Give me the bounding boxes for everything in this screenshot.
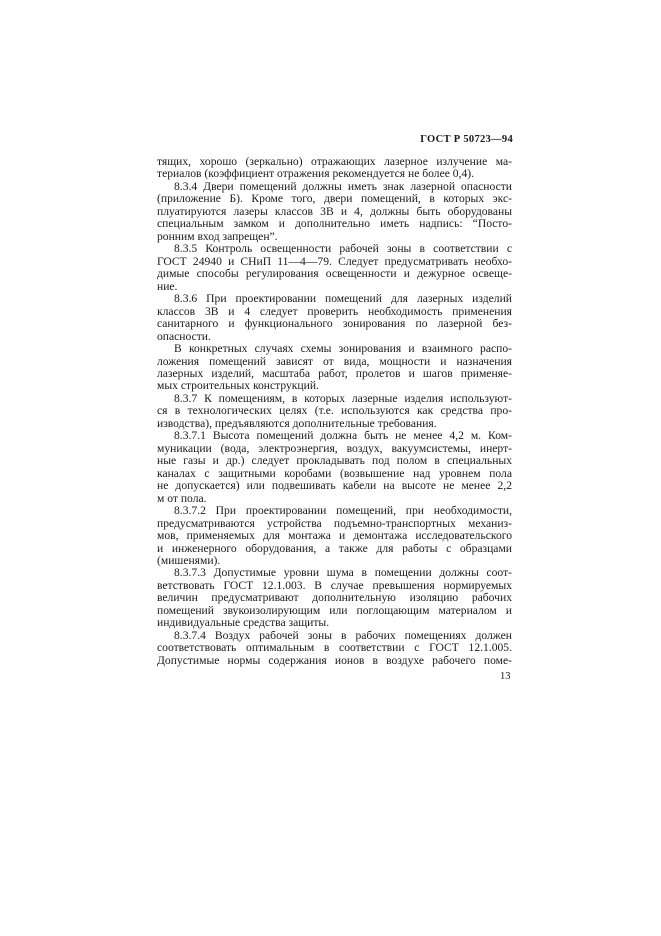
text-line: ные газы и др.) следует прокладывать под полом в специальных: [157, 454, 512, 468]
document-body: [157, 156, 512, 667]
paragraph: [157, 156, 512, 181]
text-line: 8.3.7.1 Высота помещений должна быть не менее 4,2 м. Ком-: [174, 429, 512, 443]
text-line: ложения помещений зависят от вида, мощности и назначения: [157, 354, 512, 368]
text-line: мов, применяемых для монтажа и демонтажа исследовательского: [157, 529, 512, 543]
text-line: тящих, хорошо (зеркально) отражающих лазерное излучение ма-: [157, 155, 512, 168]
text-line: санитарного и функционального зонирования по лазерной без-: [157, 317, 512, 331]
text-line: 8.3.7.4 Воздух рабочей зоны в рабочих помещениях должен: [174, 628, 512, 642]
text-line: ГОСТ 24940 и СНиП 11—4—79. Следует предусматривать необхо-: [157, 254, 512, 268]
text-line: мых строительных конструкций.: [157, 379, 319, 393]
text-line: 8.3.7 К помещениям, в которых лазерные изделия используют-: [174, 391, 512, 405]
text-line: опасности.: [157, 329, 211, 343]
text-line: ветствовать ГОСТ 12.1.003. В случае превышения нормируемых: [157, 578, 512, 592]
text-line: териалов (коэффициент отражения рекомендуется не более 0,4).: [157, 167, 475, 181]
paragraph: [157, 343, 512, 393]
text-line: 8.3.5 Контроль освещенности рабочей зоны в соответствии с: [174, 242, 512, 256]
text-line: 8.3.7.2 При проектировании помещений, при необходимости,: [174, 504, 512, 518]
text-line: ние.: [157, 279, 178, 293]
text-line: помещений звукоизолирующим или поглощающим материалом и: [157, 603, 512, 617]
text-line: специальным замком и дополнительно иметь надпись: “Посто-: [157, 217, 512, 231]
running-header: ГОСТ Р 50723—94: [420, 134, 513, 145]
text-line: В конкретных случаях схемы зонирования и взаимного распо-: [174, 342, 512, 356]
text-line: ронним вход запрещен”.: [157, 229, 278, 243]
text-line: 8.3.7.3 Допустимые уровни шума в помещении должны соот-: [174, 566, 512, 580]
text-line: (мишенями).: [157, 554, 221, 567]
text-line: 8.3.6 При проектировании помещений для лазерных изделий: [174, 292, 512, 306]
text-line: (приложение Б). Кроме того, двери помещений, в которых экс-: [157, 192, 512, 206]
text-line: величин предусматривают дополнительную изоляцию рабочих: [157, 591, 512, 605]
text-line: 8.3.4 Двери помещений должны иметь знак лазерной опасности: [174, 179, 512, 193]
text-line: димые способы регулирования освещенности и дежурное освеще-: [157, 267, 512, 281]
text-line: классов 3В и 4 следует проверить необходимость применения: [157, 304, 512, 318]
paragraph: [157, 243, 512, 293]
page-number: 13: [500, 671, 511, 682]
text-line: предусматриваются устройства подъемно-транспортных механиз-: [157, 516, 512, 530]
text-line: индивидуальные средства защиты.: [157, 616, 330, 630]
paragraph: [157, 430, 512, 505]
text-line: ся в технологических целях (т.е. используются как средства про-: [157, 404, 512, 418]
text-line: плуатируются лазеры классов 3В и 4, должны быть оборудованы: [157, 204, 512, 218]
text-line: м от пола.: [157, 491, 207, 505]
paragraph: [157, 567, 512, 629]
text-line: не допускается) или подвешивать кабели на высоте не менее 2,2: [157, 479, 512, 493]
text-line: муникации (вода, электроэнергия, воздух, вакуумсистемы, инерт-: [157, 441, 512, 455]
paragraph: [157, 630, 512, 667]
paragraph: [157, 181, 512, 243]
text-line: изводства), предъявляются дополнительные требования.: [157, 416, 437, 430]
paragraph: [157, 293, 512, 343]
paragraph: [157, 393, 512, 430]
paragraph: [157, 505, 512, 567]
text-line: Допустимые нормы содержания ионов в воздухе рабочего поме-: [157, 653, 512, 667]
text-line: каналах с защитными коробами (возвышение над уровнем пола: [157, 466, 512, 480]
text-line: соответствовать оптимальным в соответствии с ГОСТ 12.1.005.: [157, 641, 512, 655]
text-line: лазерных изделий, масштаба работ, пролетов и шагов применяе-: [157, 366, 512, 380]
text-line: и инженерного оборудования, а также для работы с образцами: [157, 541, 512, 555]
